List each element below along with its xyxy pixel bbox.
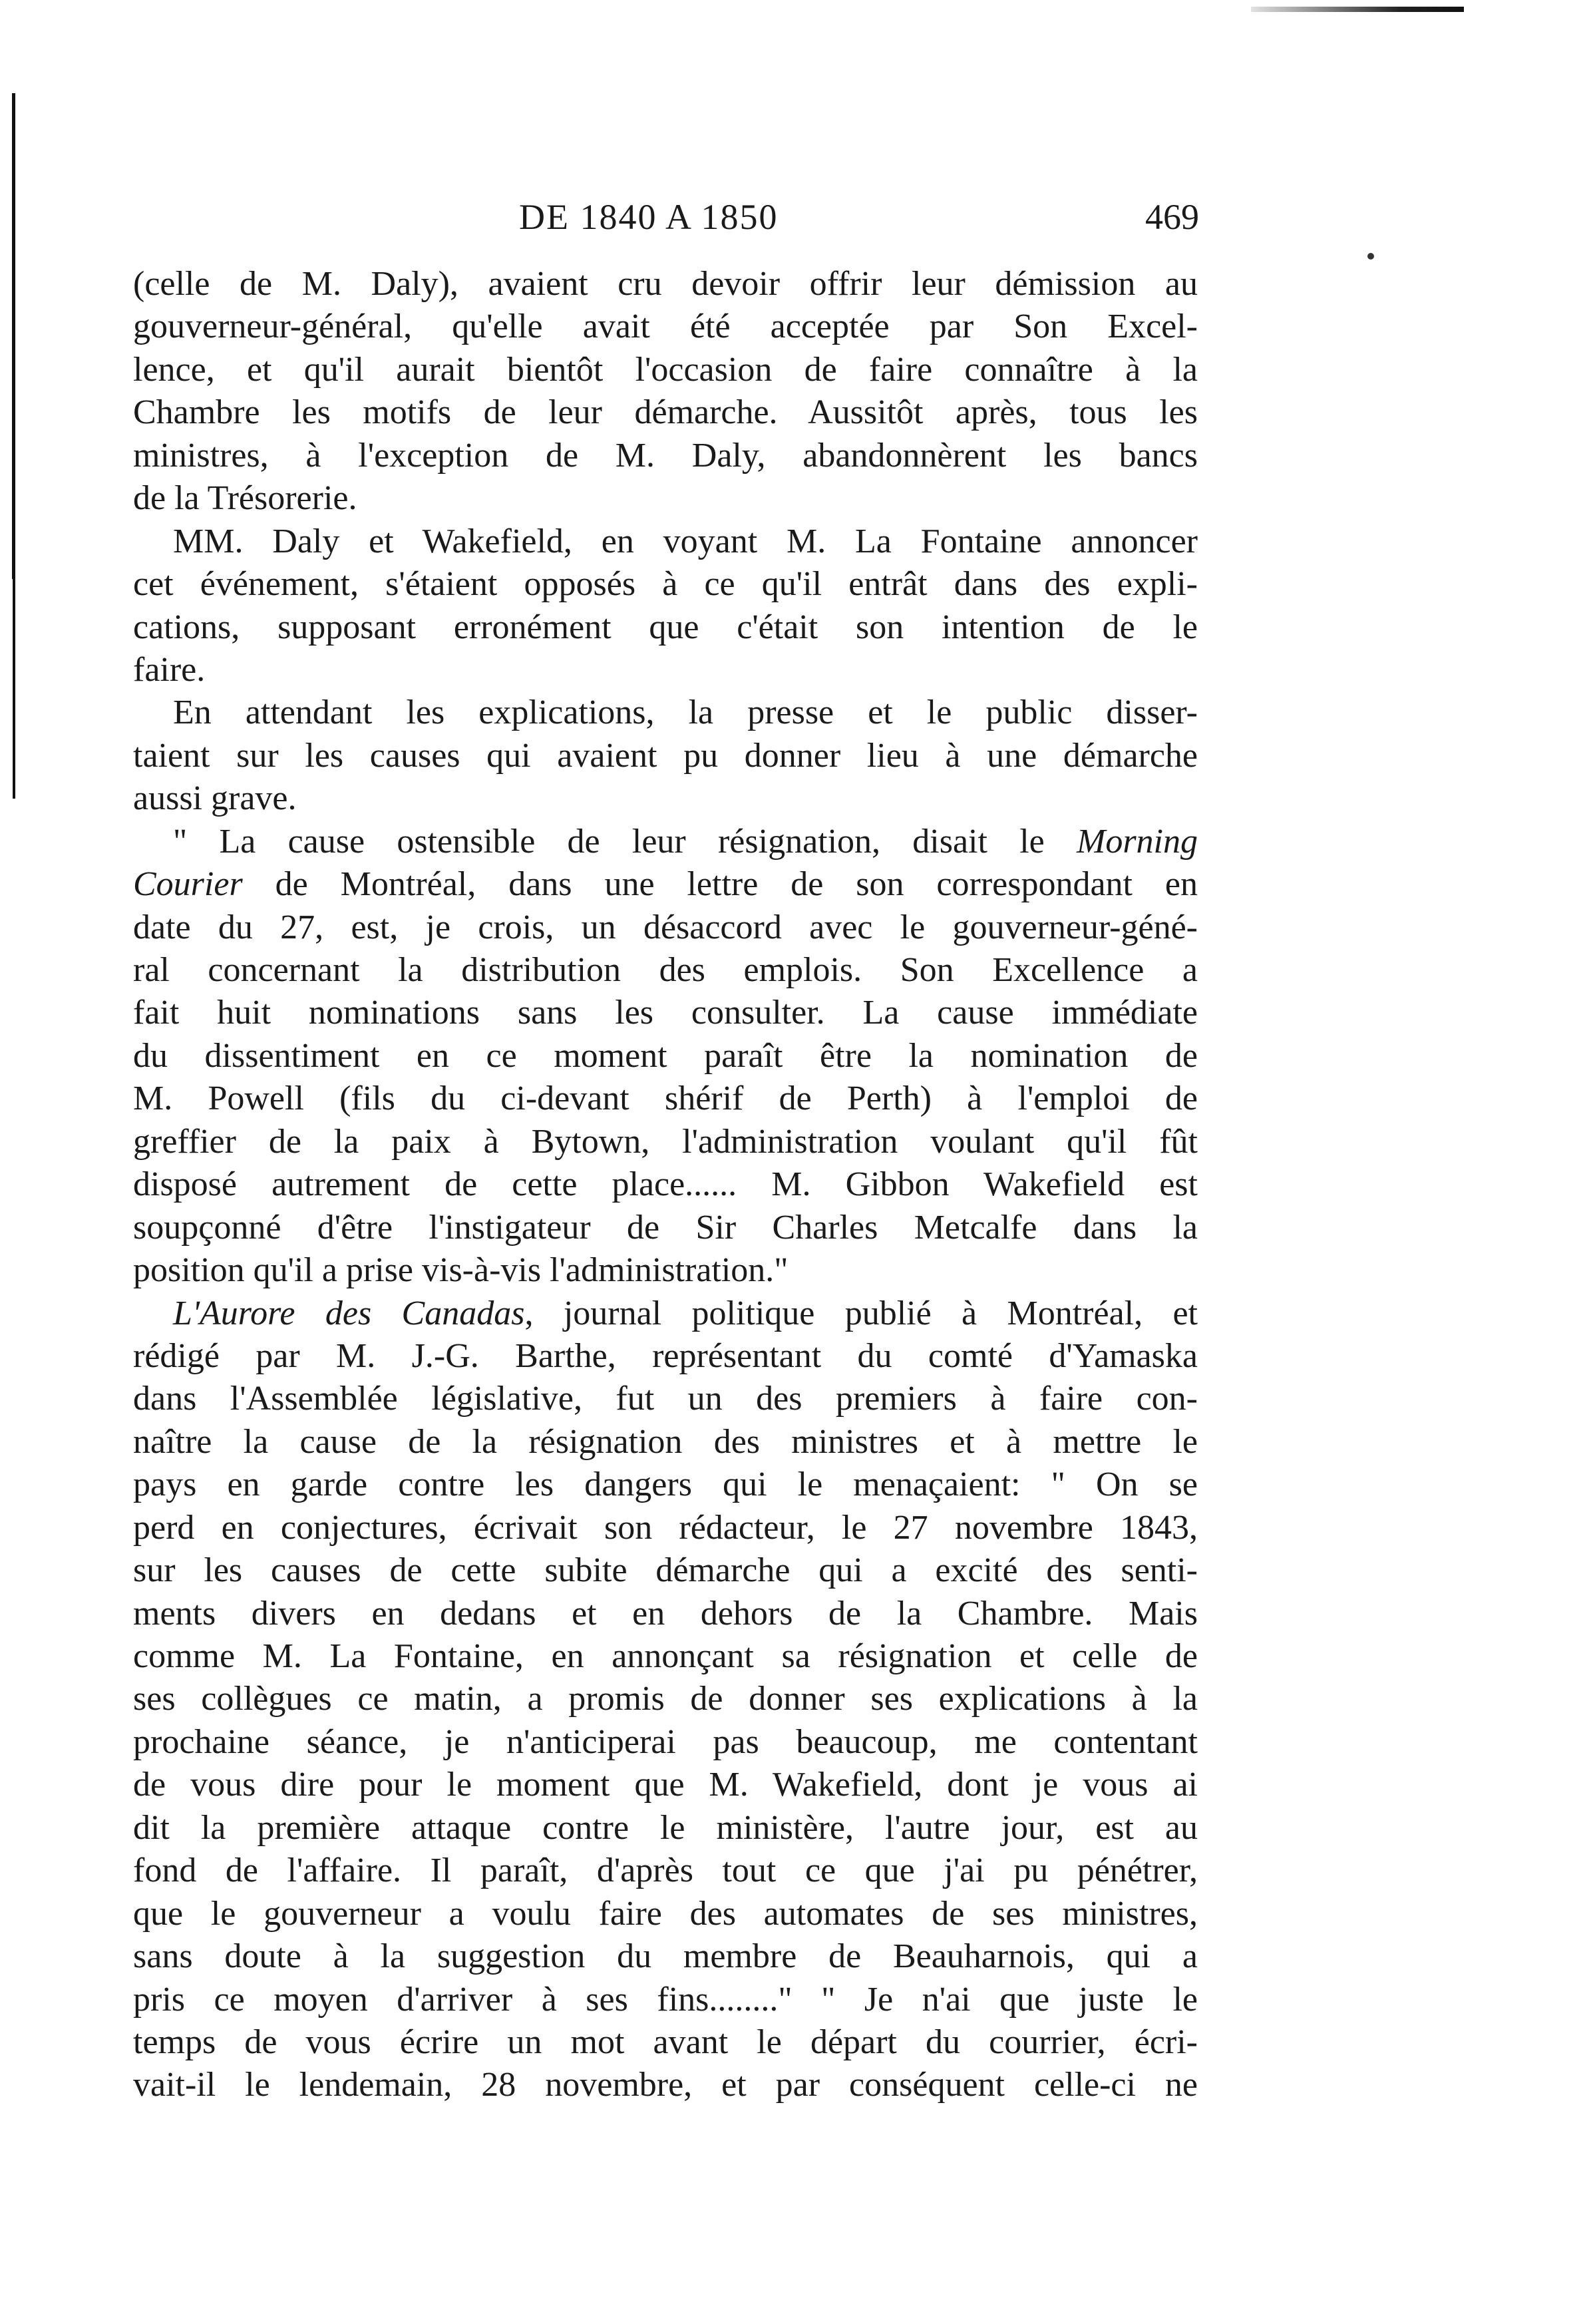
line-text: M. Powell (fils du ci-devant shérif de Perth) à l'emploi de: [133, 1079, 1198, 1118]
text-line: [133, 863, 1198, 906]
line-text: fond de l'affaire. Il paraît, d'après tout ce que j'ai pu pénétrer,: [133, 1851, 1198, 1890]
top-rule: [1251, 7, 1464, 12]
line-text: fait huit nominations sans les consulter. La cause immédiate: [133, 994, 1198, 1032]
line-text: que le gouverneur a voulu faire des automates de ses ministres,: [133, 1894, 1198, 1933]
text-line: [133, 735, 1198, 777]
line-text: du dissentiment en ce moment paraît être la nomination de: [133, 1036, 1198, 1075]
line-text: cations, supposant erronément que c'était son intention de le: [133, 608, 1198, 646]
line-text: faire.: [133, 650, 206, 689]
line-text: date du 27, est, je crois, un désaccord avec le gouverneur-géné-: [133, 908, 1198, 946]
text-line: [133, 563, 1198, 606]
line-text: aussi grave.: [133, 779, 297, 818]
ink-dot: [1367, 253, 1374, 260]
page-header: [146, 196, 1211, 250]
line-text: taient sur les causes qui avaient pu donner lieu à une démarche: [133, 736, 1198, 775]
line-text: , journal politique publié à Montréal, et: [524, 1294, 1198, 1332]
text-line: [133, 649, 1198, 691]
line-text: pays en garde contre les dangers qui le menaçaient: " On se: [133, 1465, 1198, 1504]
text-line: [133, 1678, 1198, 1720]
text-line: [133, 349, 1198, 391]
text-line: [133, 520, 1198, 563]
line-text: naître la cause de la résignation des ministres et à mettre le: [133, 1422, 1198, 1461]
line-text: pris ce moyen d'arriver à ses fins........" " Je n'ai que juste le: [133, 1980, 1198, 2019]
line-text: vait-il le lendemain, 28 novembre, et par conséquent celle-ci ne: [133, 2066, 1198, 2104]
text-line: [133, 1764, 1198, 1806]
text-line: [133, 1292, 1198, 1335]
line-text: ses collègues ce matin, a promis de donner ses explications à la: [133, 1680, 1198, 1718]
text-line: [133, 1849, 1198, 1892]
text-line: [133, 2064, 1198, 2106]
text-line: [133, 777, 1198, 820]
text-line: [133, 1035, 1198, 1077]
line-text: cet événement, s'étaient opposés à ce qu'il entrât dans des expli-: [133, 565, 1198, 604]
line-text: de Montréal, dans une lettre de son correspondant en: [242, 865, 1198, 904]
line-text: gouverneur-général, qu'elle avait été acceptée par Son Excel-: [133, 307, 1198, 346]
text-line: [133, 1635, 1198, 1678]
scan-edge-line: [12, 93, 15, 579]
text-line: [133, 391, 1198, 434]
line-text: lence, et qu'il aurait bientôt l'occasion de faire connaître à la: [133, 350, 1198, 389]
line-text: ments divers en dedans et en dehors de la Chambre. Mais: [133, 1594, 1198, 1633]
line-text: dans l'Assemblée législative, fut un des premiers à faire con-: [133, 1380, 1198, 1418]
text-line: [133, 1807, 1198, 1849]
line-text: En attendant les explications, la presse et le public disser-: [173, 693, 1198, 732]
line-text: dit la première attaque contre le ministère, l'autre jour, est au: [133, 1808, 1198, 1847]
text-line: [133, 606, 1198, 649]
line-text: perd en conjectures, écrivait son rédacteur, le 27 novembre 1843,: [133, 1508, 1198, 1547]
text-line: [133, 1249, 1198, 1292]
line-text: MM. Daly et Wakefield, en voyant M. La Fontaine annoncer: [173, 522, 1198, 560]
text-line: [133, 1378, 1198, 1420]
scan-edge-line: [13, 579, 15, 799]
line-text: ministres, à l'exception de M. Daly, abandonnèrent les bancs: [133, 436, 1198, 475]
text-line: [133, 1935, 1198, 1978]
text-line: [133, 992, 1198, 1034]
text-line: [133, 2021, 1198, 2064]
line-text: Chambre les motifs de leur démarche. Aussitôt après, tous les: [133, 393, 1198, 432]
text-line: [133, 1077, 1198, 1120]
text-line: [133, 1549, 1198, 1592]
line-text: (celle de M. Daly), avaient cru devoir offrir leur démission au: [133, 265, 1198, 303]
text-line: [133, 1207, 1198, 1249]
italic-title: Courier: [133, 865, 243, 904]
text-line: [133, 949, 1198, 992]
line-text: " La cause ostensible de leur résignation, disait le: [173, 822, 1077, 861]
line-text: disposé autrement de cette place...... M. Gibbon Wakefield est: [133, 1165, 1198, 1204]
running-head: DE 1840 A 1850: [519, 197, 779, 237]
text-line: [133, 305, 1198, 348]
text-line: [133, 435, 1198, 477]
text-line: [133, 1421, 1198, 1463]
line-text: greffier de la paix à Bytown, l'administration voulant qu'il fût: [133, 1122, 1198, 1161]
line-text: temps de vous écrire un mot avant le départ du courrier, écri-: [133, 2023, 1198, 2061]
text-line: [133, 1507, 1198, 1549]
line-text: rédigé par M. J.-G. Barthe, représentant du comté d'Yamaska: [133, 1336, 1198, 1375]
line-text: prochaine séance, je n'anticiperai pas beaucoup, me contentant: [133, 1722, 1198, 1761]
text-line: [133, 906, 1198, 949]
line-text: sur les causes de cette subite démarche qui a excité des senti-: [133, 1551, 1198, 1590]
text-line: [133, 1463, 1198, 1506]
text-body: [133, 263, 1198, 2107]
line-text: comme M. La Fontaine, en annonçant sa résignation et celle de: [133, 1637, 1198, 1675]
line-text: sans doute à la suggestion du membre de Beauharnois, qui a: [133, 1937, 1198, 1976]
text-line: [133, 691, 1198, 734]
line-text: ral concernant la distribution des emplois. Son Excellence a: [133, 951, 1198, 989]
text-line: [133, 263, 1198, 305]
line-text: position qu'il a prise vis-à-vis l'administration.": [133, 1251, 789, 1290]
text-line: [133, 1893, 1198, 1935]
text-line: [133, 1721, 1198, 1764]
line-text: de la Trésorerie.: [133, 479, 357, 518]
text-line: [133, 477, 1198, 520]
text-line: [133, 1979, 1198, 2021]
line-text: soupçonné d'être l'instigateur de Sir Charles Metcalfe dans la: [133, 1208, 1198, 1247]
italic-title: Morning: [1077, 822, 1198, 861]
italic-title: L'Aurore des Canadas: [173, 1294, 525, 1332]
text-line: [133, 1163, 1198, 1206]
text-line: [133, 1121, 1198, 1163]
line-text: de vous dire pour le moment que M. Wakefield, dont je vous ai: [133, 1766, 1198, 1804]
page-number: 469: [1145, 197, 1199, 237]
text-line: [133, 1593, 1198, 1635]
text-line: [133, 1335, 1198, 1378]
text-line: [133, 821, 1198, 863]
